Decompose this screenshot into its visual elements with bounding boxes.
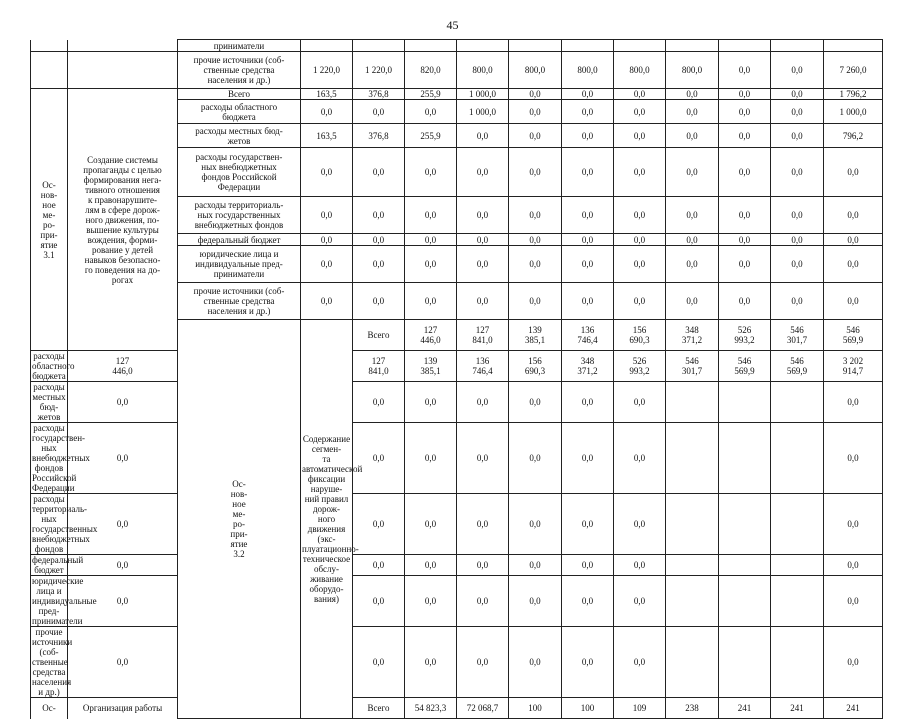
table-cell <box>771 423 824 494</box>
table-cell: 54 823,3 <box>405 698 457 719</box>
table-cell: 0,0 <box>824 576 883 627</box>
table-cell: 0,0 <box>614 197 666 234</box>
table-cell: 0,0 <box>457 627 509 698</box>
table-cell: 348 371,2 <box>562 351 614 382</box>
table-cell: 0,0 <box>405 494 457 555</box>
table-cell: расходы государствен- ных внебюджетных фондов Российской Федерации <box>178 148 301 197</box>
table-cell: расходы местных бюд- жетов <box>32 382 66 422</box>
page-number: 45 <box>446 18 459 32</box>
table-cell <box>771 627 824 698</box>
table-cell: 0,0 <box>509 234 562 246</box>
table-cell: Содержание сегмен- та автоматической фиксации наруше- ний правил дорож- ного движения (экс- плуатационно- техническое обслу- живание оборудо- вания) <box>301 320 353 719</box>
table-cell: 0,0 <box>405 283 457 320</box>
table-cell: 0,0 <box>405 246 457 283</box>
table-cell: юридические лица и индивидуальные пред- приниматели <box>32 576 97 626</box>
table-cell: 0,0 <box>509 627 562 698</box>
table-cell: расходы территориаль- ных государственных внебюджетных фондов <box>178 197 301 234</box>
table-cell: 109 <box>614 698 666 719</box>
table-cell: 139 385,1 <box>405 351 457 382</box>
table-cell: 0,0 <box>771 100 824 124</box>
table-cell: 156 690,3 <box>614 320 666 351</box>
table-cell: 139 385,1 <box>509 320 562 351</box>
table-cell: 0,0 <box>614 148 666 197</box>
table-cell: 0,0 <box>509 100 562 124</box>
table-cell: расходы местных бюд- жетов <box>178 124 301 148</box>
table-cell: 0,0 <box>562 124 614 148</box>
table-cell: 0,0 <box>301 283 353 320</box>
table-cell <box>666 576 719 627</box>
table-cell: 0,0 <box>666 148 719 197</box>
table-cell <box>666 423 719 494</box>
table-cell: 0,0 <box>509 494 562 555</box>
table-cell: 0,0 <box>353 423 405 494</box>
table-cell: 796,2 <box>824 124 883 148</box>
table-cell: 0,0 <box>824 246 883 283</box>
table-cell: 0,0 <box>405 148 457 197</box>
table-cell: прочие источники (соб- ственные средства населения и др.) <box>178 52 301 89</box>
table-cell: 0,0 <box>562 246 614 283</box>
table-cell: 0,0 <box>353 283 405 320</box>
table-cell: 0,0 <box>353 627 405 698</box>
table-cell: 0,0 <box>771 148 824 197</box>
table-cell: 0,0 <box>68 555 178 576</box>
table-cell: 0,0 <box>353 148 405 197</box>
table-cell: прочие источники (соб- ственные средства населения и др.) <box>178 283 301 320</box>
table-cell: 0,0 <box>509 246 562 283</box>
table-cell: 0,0 <box>614 423 666 494</box>
table-cell: 100 <box>509 698 562 719</box>
table-cell: 0,0 <box>719 234 771 246</box>
table-cell: 0,0 <box>353 494 405 555</box>
table-cell: 127 446,0 <box>405 320 457 351</box>
table-row <box>31 627 883 698</box>
table-cell: 238 <box>666 698 719 719</box>
table-cell: 0,0 <box>824 197 883 234</box>
table-cell: 0,0 <box>562 89 614 100</box>
table-cell: Всего <box>178 89 301 100</box>
table-cell: 0,0 <box>509 89 562 100</box>
table-cell: 0,0 <box>353 382 405 423</box>
table-cell: 526 993,2 <box>719 320 771 351</box>
table-cell: прочие источники (соб- ственные средства населения и др.) <box>32 627 73 697</box>
table-cell <box>666 627 719 698</box>
table-cell: 0,0 <box>509 148 562 197</box>
table-cell: 127 841,0 <box>457 320 509 351</box>
table-cell: 0,0 <box>353 234 405 246</box>
table-cell: 0,0 <box>771 197 824 234</box>
table-cell: 0,0 <box>614 246 666 283</box>
table-cell: 127 446,0 <box>68 351 178 382</box>
table-cell: 0,0 <box>666 246 719 283</box>
table-row <box>31 698 883 719</box>
table-cell: 0,0 <box>509 555 562 576</box>
table-cell: Организация работы <box>68 698 178 719</box>
table-cell <box>614 40 666 52</box>
table-cell: 0,0 <box>509 197 562 234</box>
table-cell: 0,0 <box>301 148 353 197</box>
table-cell: 0,0 <box>614 382 666 423</box>
table-cell <box>666 382 719 423</box>
table-cell: 820,0 <box>405 52 457 89</box>
table-cell <box>719 627 771 698</box>
table-cell: Всего <box>353 320 405 351</box>
table-cell <box>301 40 353 52</box>
table-cell: 0,0 <box>405 382 457 423</box>
table-cell: 0,0 <box>509 124 562 148</box>
table-cell: 0,0 <box>666 283 719 320</box>
table-cell: 800,0 <box>614 52 666 89</box>
table-cell: 0,0 <box>719 148 771 197</box>
table-cell <box>666 494 719 555</box>
table-cell: 1 000,0 <box>824 100 883 124</box>
table-cell: 0,0 <box>666 197 719 234</box>
table-cell: расходы территориаль- ных государственных внебюджетных фондов <box>32 494 98 554</box>
table-cell: 0,0 <box>457 197 509 234</box>
table-cell: 0,0 <box>509 423 562 494</box>
table-cell <box>824 40 883 52</box>
table-cell: 1 220,0 <box>353 52 405 89</box>
table-cell: 0,0 <box>457 148 509 197</box>
table-cell: 0,0 <box>666 89 719 100</box>
table-cell: Всего <box>353 698 405 719</box>
table-cell: расходы областного бюджета <box>178 100 301 124</box>
table-cell: 800,0 <box>666 52 719 89</box>
table-cell: 546 301,7 <box>771 320 824 351</box>
budget-table <box>30 39 883 719</box>
table-cell: 0,0 <box>562 197 614 234</box>
table-cell: 1 796,2 <box>824 89 883 100</box>
table-cell: 1 000,0 <box>457 89 509 100</box>
table-cell: 0,0 <box>457 576 509 627</box>
table-cell: 0,0 <box>457 246 509 283</box>
table-cell: 0,0 <box>614 89 666 100</box>
table-cell: 0,0 <box>614 627 666 698</box>
table-cell: 0,0 <box>68 423 178 494</box>
table-cell: 0,0 <box>719 283 771 320</box>
table-cell: 0,0 <box>719 89 771 100</box>
table-cell: 0,0 <box>405 100 457 124</box>
table-cell: 376,8 <box>353 124 405 148</box>
table-row <box>31 382 883 423</box>
table-cell: 0,0 <box>719 52 771 89</box>
table-cell: 0,0 <box>301 197 353 234</box>
table-cell: 0,0 <box>457 234 509 246</box>
table-cell: 241 <box>824 698 883 719</box>
table-cell <box>771 576 824 627</box>
table-cell: расходы областного бюджета <box>32 351 75 381</box>
table-cell: 0,0 <box>301 234 353 246</box>
table-cell <box>68 40 178 52</box>
table-cell: 0,0 <box>666 234 719 246</box>
table-cell: 163,5 <box>301 124 353 148</box>
table-cell: 0,0 <box>771 89 824 100</box>
table-cell: 0,0 <box>562 555 614 576</box>
table-cell: 376,8 <box>353 89 405 100</box>
table-cell: 0,0 <box>771 246 824 283</box>
table-cell: 348 371,2 <box>666 320 719 351</box>
table-cell: 0,0 <box>509 576 562 627</box>
table-cell: 0,0 <box>353 576 405 627</box>
table-cell: 0,0 <box>824 627 883 698</box>
table-cell: 526 993,2 <box>614 351 666 382</box>
table-cell: 0,0 <box>562 494 614 555</box>
table-cell: 0,0 <box>405 576 457 627</box>
table-cell: 0,0 <box>719 246 771 283</box>
table-cell <box>771 40 824 52</box>
table-cell: 0,0 <box>68 576 178 627</box>
table-cell: 800,0 <box>457 52 509 89</box>
table-cell: 546 301,7 <box>666 351 719 382</box>
table-cell: 0,0 <box>614 555 666 576</box>
table-cell: 0,0 <box>824 234 883 246</box>
table-cell: 1 220,0 <box>301 52 353 89</box>
table-cell <box>405 40 457 52</box>
table-cell <box>31 52 68 89</box>
table-cell: Ос- нов- ное ме- ро- при- ятие 3.2 <box>178 320 301 719</box>
table-cell: 0,0 <box>562 283 614 320</box>
table-cell: 72 068,7 <box>457 698 509 719</box>
table-cell <box>666 555 719 576</box>
table-cell: 0,0 <box>824 382 883 423</box>
table-cell: 255,9 <box>405 89 457 100</box>
table-cell: 0,0 <box>353 100 405 124</box>
table-cell: 136 746,4 <box>562 320 614 351</box>
table-row <box>31 576 883 627</box>
table-cell <box>68 52 178 89</box>
table-cell: федеральный бюджет <box>178 234 301 246</box>
table-cell: 127 841,0 <box>353 351 405 382</box>
table-cell: 0,0 <box>719 100 771 124</box>
table-cell <box>719 576 771 627</box>
table-cell: 0,0 <box>68 382 178 423</box>
table-cell <box>562 40 614 52</box>
table-cell: 100 <box>562 698 614 719</box>
table-cell: 0,0 <box>353 555 405 576</box>
table-cell: 0,0 <box>457 283 509 320</box>
table-cell: 0,0 <box>457 494 509 555</box>
table-cell: 241 <box>719 698 771 719</box>
table-cell <box>509 40 562 52</box>
table-cell: 0,0 <box>457 423 509 494</box>
table-cell <box>771 494 824 555</box>
table-cell: 0,0 <box>719 124 771 148</box>
table-cell: 546 569,9 <box>824 320 883 351</box>
table-cell: Ос- <box>31 698 68 719</box>
table-cell: 136 746,4 <box>457 351 509 382</box>
table-cell: юридические лица и индивидуальные пред- приниматели <box>178 246 301 283</box>
table-cell: 800,0 <box>509 52 562 89</box>
table-cell: 156 690,3 <box>509 351 562 382</box>
table-cell: 0,0 <box>614 124 666 148</box>
table-cell: 0,0 <box>771 52 824 89</box>
table-cell: 0,0 <box>68 627 178 698</box>
table-cell <box>771 555 824 576</box>
table-cell: 0,0 <box>614 576 666 627</box>
table-cell: 0,0 <box>457 124 509 148</box>
table-cell: 0,0 <box>614 234 666 246</box>
table-cell: 0,0 <box>824 555 883 576</box>
table-cell: 546 569,9 <box>771 351 824 382</box>
table-row <box>31 494 883 555</box>
table-cell <box>666 40 719 52</box>
table-row <box>31 555 883 576</box>
table-cell: 0,0 <box>562 627 614 698</box>
table-cell <box>719 382 771 423</box>
table-cell: 0,0 <box>68 494 178 555</box>
table-cell: 0,0 <box>509 382 562 423</box>
table-cell: 0,0 <box>562 100 614 124</box>
table-cell <box>719 555 771 576</box>
table-body <box>31 40 883 719</box>
table-row <box>31 52 883 89</box>
table-cell: 0,0 <box>457 382 509 423</box>
table-cell <box>719 423 771 494</box>
table-cell: 0,0 <box>666 100 719 124</box>
table-cell: 7 260,0 <box>824 52 883 89</box>
table-cell: 0,0 <box>771 234 824 246</box>
table-cell: 0,0 <box>301 246 353 283</box>
table-cell: 0,0 <box>719 197 771 234</box>
table-cell <box>719 40 771 52</box>
table-cell: 0,0 <box>405 423 457 494</box>
table-cell <box>771 382 824 423</box>
table-cell: 0,0 <box>405 234 457 246</box>
table-cell: 0,0 <box>771 124 824 148</box>
table-cell: 0,0 <box>666 124 719 148</box>
table-cell: расходы государствен- ных внебюджетных фондов Российской Федерации <box>32 423 90 493</box>
table-cell: 0,0 <box>405 197 457 234</box>
table-cell: приниматели <box>178 40 301 52</box>
table-cell <box>31 40 68 52</box>
table-cell: 0,0 <box>771 283 824 320</box>
table-cell <box>353 40 405 52</box>
table-row <box>31 423 883 494</box>
table-cell: 0,0 <box>353 197 405 234</box>
table-cell: 0,0 <box>457 555 509 576</box>
table-cell: 0,0 <box>405 555 457 576</box>
table-cell: 0,0 <box>824 148 883 197</box>
table-row <box>31 40 883 52</box>
table-cell: 3 202 914,7 <box>824 351 883 382</box>
table-cell: 546 569,9 <box>719 351 771 382</box>
table-cell: 800,0 <box>562 52 614 89</box>
table-cell: 0,0 <box>301 100 353 124</box>
table-cell: 0,0 <box>824 494 883 555</box>
table-cell: 0,0 <box>562 423 614 494</box>
table-cell: 0,0 <box>405 627 457 698</box>
table-cell: 241 <box>771 698 824 719</box>
table-cell: 0,0 <box>614 100 666 124</box>
table-cell <box>457 40 509 52</box>
table-cell: федеральный бюджет <box>32 555 84 575</box>
table-row <box>31 89 883 100</box>
table-cell: 0,0 <box>562 576 614 627</box>
table-cell <box>719 494 771 555</box>
table-cell: 0,0 <box>509 283 562 320</box>
table-cell: 0,0 <box>562 148 614 197</box>
table-cell: 255,9 <box>405 124 457 148</box>
table-cell: Ос- нов- ное ме- ро- при- ятие 3.1 <box>31 89 68 351</box>
table-cell: 1 000,0 <box>457 100 509 124</box>
table-cell: 163,5 <box>301 89 353 100</box>
table-cell: 0,0 <box>562 382 614 423</box>
table-cell: Создание системы пропаганды с целью формирования нега- тивного отношения к правонарушите- лям в сфере дорож- ного движения, по- вышение культуры вождения, форми- рование у детей навыков безопасно- го поведения на до- рогах <box>68 89 178 351</box>
table-cell: 0,0 <box>614 283 666 320</box>
table-cell: 0,0 <box>562 234 614 246</box>
table-cell: 0,0 <box>824 283 883 320</box>
table-cell: 0,0 <box>614 494 666 555</box>
table-cell: 0,0 <box>353 246 405 283</box>
table-row <box>31 351 883 382</box>
table-cell: 0,0 <box>824 423 883 494</box>
